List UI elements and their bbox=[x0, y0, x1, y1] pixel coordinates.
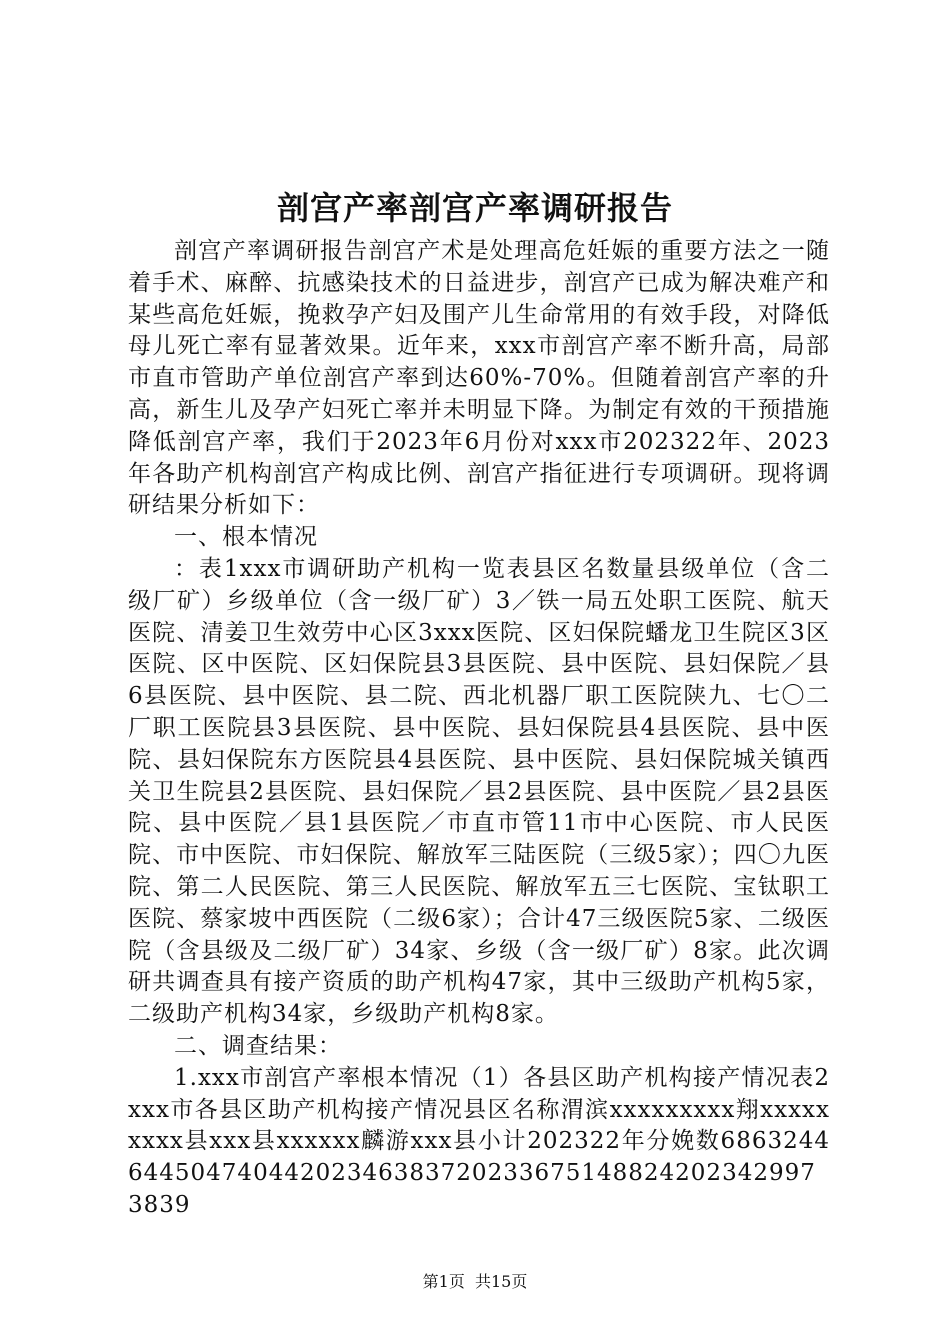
intro-paragraph: 剖宫产率调研报告剖宫产术是处理高危妊娠的重要方法之一随着手术、麻醉、抗感染技术的日益进步，剖宫产已成为解决难产和某些高危妊娠，挽救孕产妇及围产儿生命常用的有效手段，对降低母儿死亡率有显著效果。近年来，xxx市剖宫产率不断升高，局部市直市管助产单位剖宫产率到达60%-70%。但随着剖宫产率的升高，新生儿及孕产妇死亡率并未明显下降。为制定有效的干预措施降低剖宫产率，我们于2023年6月份对xxx市202322年、2023年各助产机构剖宫产构成比例、剖宫产指征进行专项调研。现将调研结果分析如下： bbox=[128, 238, 830, 519]
survey-results-paragraph: 1.xxx市剖宫产率根本情况（1）各县区助产机构接产情况表2xxx市各县区助产机构接产情况县区名称渭滨xxxxxxxxx翔xxxxxxxxx县xxx县xxxxxx麟游xxx县小计202322年分娩数686324464450474044202346383720233675148824202342997383​9 bbox=[128, 1064, 830, 1218]
document-title: 剖宫产率剖宫产率调研报告 bbox=[276, 189, 673, 227]
section-heading-basic-situation: 一、根本情况 bbox=[174, 524, 318, 551]
page-footer: 第1页 共15页 bbox=[422, 1272, 528, 1291]
document-body bbox=[128, 236, 830, 1222]
basic-situation-paragraph: ：表1xxx市调研助产机构一览表县区名数量县级单位（含二级厂矿）乡级单位（含一级厂矿）3／铁一局五处职工医院、航天医院、清姜卫生效劳中心区3xxx医院、区妇保院蟠龙卫生院区3区医院、区中医院、区妇保院县3县医院、县中医院、县妇保院／县6县医院、县中医院、县二院、西北机器厂职工医院陕九、七〇二厂职工医院县3县医院、县中医院、县妇保院县4县医院、县中医院、县妇保院东方医院县4县医院、县中医院、县妇保院城关镇西关卫生院县2县医院、县妇保院／县2县医院、县中医院／县2县医院、县中医院／县1县医院／市直市管11市中心医院、市人民医院、市中医院、市妇保院、解放军三陆医院（三级5家）；四〇九医院、第二人民医院、第三人民医院、解放军五三七医院、宝钛职工医院、蔡家坡中西医院（二级6家）；合计47三级医院5家、二级医院（含县级及二级厂矿）34家、乡级（含一级厂矿）8家。此次调研共调查具有接产资质的助产机构47家，其中三级助产机构5家，二级助产机构34家，乡级助产机构8家。 bbox=[128, 555, 830, 1028]
section-heading-survey-results: 二、调查结果： bbox=[174, 1032, 342, 1059]
